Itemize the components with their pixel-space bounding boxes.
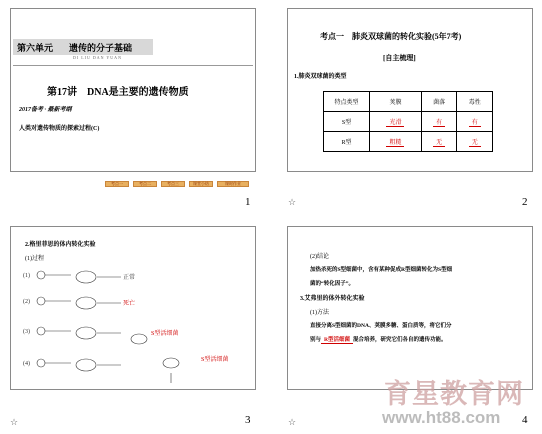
slide-3-transition-icon: ☆ [10,418,19,428]
nav-button-1[interactable]: 考点一 [105,181,129,187]
nav-button-3[interactable]: 考点三 [161,181,185,187]
svg-text:(3): (3) [23,329,30,335]
slide-4-line-7: 别与 R型活细菌 混合培养，研究它们各自的遗传功能。 [310,337,447,343]
slide-3-thumbnail[interactable] [10,226,256,390]
nav-button-5[interactable]: 课时作业 [217,181,249,187]
bacteria-type-table [323,91,493,152]
lecture-title: 第17讲 DNA是主要的遗传物质 [47,87,189,98]
slide-1-divider [13,65,253,66]
slide-2-subtitle: [自主梳理] [383,54,416,62]
svg-text:(1): (1) [23,273,30,279]
unit-label: 第六单元 [17,43,54,53]
slide-2-number: 2 [522,196,528,208]
griffith-experiment-diagram [11,261,257,391]
colony-cell: 有 [421,112,457,132]
slide-4-thumbnail[interactable] [287,226,533,390]
slide-4-line-1: (2)结论 [310,254,329,260]
watermark-brand: 育星教育网 [384,379,524,410]
nav-button-2[interactable]: 考点二 [133,181,157,187]
slide-2-heading: 1.肺炎双球菌的类型 [294,74,347,80]
slide-4-line-4: 3.艾弗里的体外转化实验 [300,296,365,302]
toxicity-cell: 无 [457,132,493,152]
svg-text:S型活细菌: S型活细菌 [201,357,229,363]
slide-3-heading: 2.格里菲思的体内转化实验 [25,242,96,248]
slide-4-line-3: 菌的“转化因子”。 [310,281,355,287]
row-type: S型 [324,112,370,132]
slide-4-line-2: 加热杀死的S型细菌中，含有某种促成R型细菌转化为S型细 [310,267,453,273]
slide-2-thumbnail[interactable] [287,8,533,172]
outline-text: 人类对遗传物质的探索过程(C) [19,126,100,132]
header-cell: 特点类型 [324,92,370,112]
colony-cell: 无 [421,132,457,152]
slide-4-line-6: 直接分离S型细菌的DNA、荚膜多糖、蛋白质等，将它们分 [310,323,452,329]
watermark-url: www.ht88.com [382,408,501,427]
svg-text:正常: 正常 [123,275,136,281]
slide-3-number: 3 [245,414,251,426]
slide-3-sub: (1)过程 [25,256,44,262]
svg-text:(2): (2) [23,299,30,305]
toxicity-cell: 有 [457,112,493,132]
svg-text:S型活细菌: S型活细菌 [151,331,179,337]
svg-text:(4): (4) [23,361,30,367]
exam-info: 2017备考 · 最新考纲 [19,107,72,113]
row-type: R型 [324,132,370,152]
slide-1-thumbnail[interactable] [10,8,256,186]
svg-text:死亡: 死亡 [123,301,136,307]
slide-2-title: 考点一 肺炎双球菌的转化实验(5年7考) [320,32,462,41]
header-cell: 菌落 [421,92,457,112]
header-cell: 荚膜 [370,92,422,112]
slide-4-number: 4 [522,414,528,426]
unit-pinyin: DI LIU DAN YUAN [73,55,122,60]
capsule-cell: 光滑 [370,112,422,132]
unit-title: 遗传的分子基础 [69,43,133,53]
header-cell: 毒性 [457,92,493,112]
capsule-cell: 粗糙 [370,132,422,152]
nav-button-4[interactable]: 课堂小结 [189,181,213,187]
slide-2-transition-icon: ☆ [288,198,297,208]
slide-4-transition-icon: ☆ [288,418,297,428]
slide-4-line-5: (1)方法 [310,310,329,316]
slide-1-number: 1 [245,196,251,208]
